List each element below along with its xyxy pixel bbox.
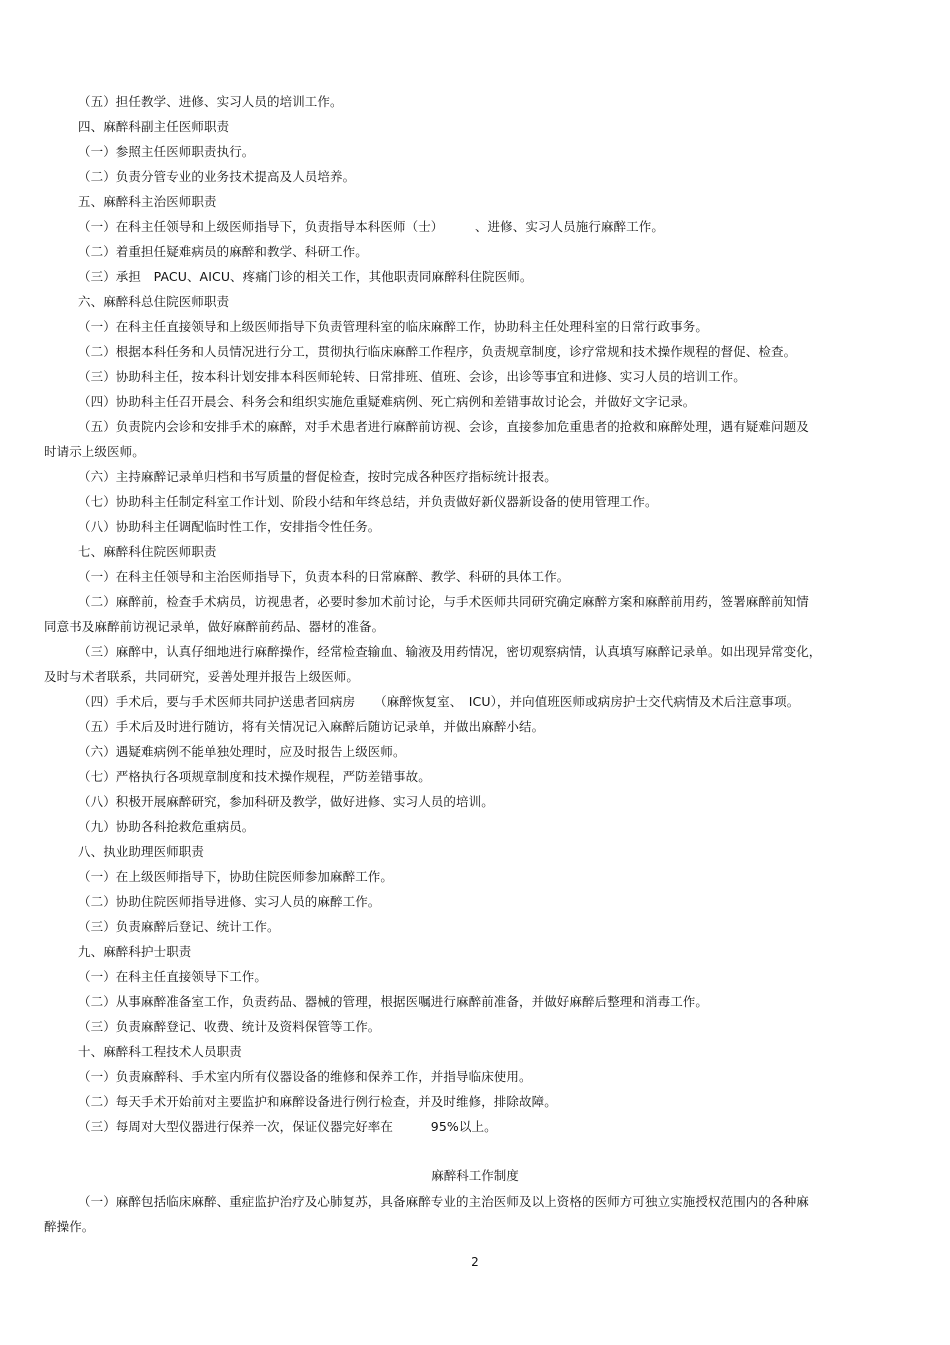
text-line: （八）积极开展麻醉研究，参加科研及教学，做好进修、实习人员的培训。 — [78, 794, 494, 809]
text-line: （二）负责分管专业的业务技术提高及人员培养。 — [78, 169, 356, 184]
text-line: （七）严格执行各项规章制度和技术操作规程，严防差错事故。 — [78, 769, 431, 784]
text-line: （三）协助科主任，按本科计划安排本科医师轮转、日常排班、值班、会诊，出诊等事宜和进修、实习人员的培训工作。 — [78, 369, 746, 384]
text-line: （一）参照主任医师职责执行。 — [78, 144, 255, 159]
text-line: （二）麻醉前，检查手术病员，访视患者，必要时参加术前讨论，与手术医师共同研究确定麻醉方案和麻醉前用药，签署麻醉前知情 — [78, 594, 809, 609]
text-line: （二）从事麻醉准备室工作，负责药品、器械的管理，根据医嘱进行麻醉前准备，并做好麻醉后整理和消毒工作。 — [78, 994, 709, 1009]
text-line: （四）协助科主任召开晨会、科务会和组织实施危重疑难病例、死亡病例和差错事故讨论会，并做好文字记录。 — [78, 394, 696, 409]
section-heading: 四、麻醉科副主任医师职责 — [78, 119, 230, 134]
text-line: （五）担任教学、进修、实习人员的培训工作。 — [78, 94, 343, 109]
text-line: （三）每周对大型仪器进行保养一次，保证仪器完好率在 95%以上。 — [78, 1119, 497, 1134]
text-line: （二）每天手术开始前对主要监护和麻醉设备进行例行检查，并及时维修，排除故障。 — [78, 1094, 557, 1109]
text-line: （三）麻醉中，认真仔细地进行麻醉操作，经常检查输血、输液及用药情况，密切观察病情，认真填写麻醉记录单。如出现异常变化， — [78, 644, 822, 659]
text-line: （二）协助住院医师指导进修、实习人员的麻醉工作。 — [78, 894, 381, 909]
text-line: 及时与术者联系，共同研究，妥善处理并报告上级医师。 — [44, 669, 360, 684]
text-line: （二）着重担任疑难病员的麻醉和教学、科研工作。 — [78, 244, 368, 259]
text-line: （四）手术后，要与手术医师共同护送患者回病房 （麻醉恢复室、 ICU），并向值班医师或病房护士交代病情及术后注意事项。 — [78, 694, 800, 709]
text-line: （一）在科主任领导和上级医师指导下，负责指导本科医师（士） 、进修、实习人员施行麻醉工作。 — [78, 219, 664, 234]
text-line: （五）手术后及时进行随访，将有关情况记入麻醉后随访记录单，并做出麻醉小结。 — [78, 719, 545, 734]
text-line: （一）在上级医师指导下，协助住院医师参加麻醉工作。 — [78, 869, 394, 884]
section-heading: 八、执业助理医师职责 — [78, 844, 205, 859]
text-line: （一）在科主任领导和主治医师指导下，负责本科的日常麻醉、教学、科研的具体工作。 — [78, 569, 570, 584]
text-line: （九）协助各科抢救危重病员。 — [78, 819, 255, 834]
text-line: （三）承担 PACU、AICU、疼痛门诊的相关工作，其他职责同麻醉科住院医师。 — [78, 269, 533, 284]
text-line: （三）负责麻醉登记、收费、统计及资料保管等工作。 — [78, 1019, 381, 1034]
text-line: （六）主持麻醉记录单归档和书写质量的督促检查，按时完成各种医疗指标统计报表。 — [78, 469, 557, 484]
text-line: 同意书及麻醉前访视记录单，做好麻醉前药品、器材的准备。 — [44, 619, 385, 634]
text-line: （二）根据本科任务和人员情况进行分工，贯彻执行临床麻醉工作程序，负责规章制度，诊疗常规和技术操作规程的督促、检查。 — [78, 344, 797, 359]
section-heading: 十、麻醉科工程技术人员职责 — [78, 1044, 242, 1059]
page-number: 2 — [471, 1255, 479, 1269]
section-heading: 五、麻醉科主治医师职责 — [78, 194, 217, 209]
section-heading: 六、麻醉科总住院医师职责 — [78, 294, 230, 309]
text-line: （三）负责麻醉后登记、统计工作。 — [78, 919, 280, 934]
section-title: 麻醉科工作制度 — [431, 1168, 519, 1183]
text-line: （五）负责院内会诊和安排手术的麻醉，对手术患者进行麻醉前访视、会诊，直接参加危重患者的抢救和麻醉处理，遇有疑难问题及 — [78, 419, 809, 434]
text-line: 时请示上级医师。 — [44, 444, 145, 459]
section-heading: 九、麻醉科护士职责 — [78, 944, 192, 959]
text-line: （一）负责麻醉科、手术室内所有仪器设备的维修和保养工作，并指导临床使用。 — [78, 1069, 532, 1084]
text-line: （六）遇疑难病例不能单独处理时，应及时报告上级医师。 — [78, 744, 406, 759]
text-line: （一）在科主任直接领导和上级医师指导下负责管理科室的临床麻醉工作，协助科主任处理科室的日常行政事务。 — [78, 319, 709, 334]
text-line: （一）麻醉包括临床麻醉、重症监护治疗及心肺复苏，具备麻醉专业的主治医师及以上资格的医师方可独立实施授权范围内的各种麻 — [78, 1194, 809, 1209]
section-heading: 七、麻醉科住院医师职责 — [78, 544, 217, 559]
text-line: （一）在科主任直接领导下工作。 — [78, 969, 268, 984]
text-line: （八）协助科主任调配临时性工作，安排指令性任务。 — [78, 519, 381, 534]
text-line: 醉操作。 — [44, 1219, 95, 1234]
text-line: （七）协助科主任制定科室工作计划、阶段小结和年终总结，并负责做好新仪器新设备的使用管理工作。 — [78, 494, 658, 509]
